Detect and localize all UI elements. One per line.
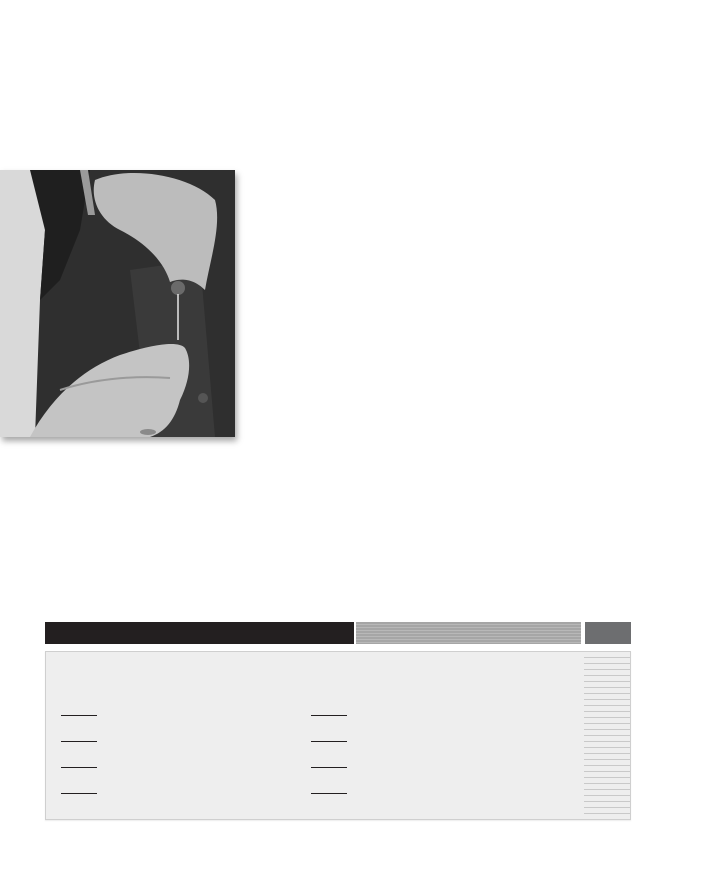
challenge-item xyxy=(311,757,368,768)
decorative-stripes xyxy=(584,652,630,819)
challenge-item xyxy=(61,783,118,794)
answer-blank[interactable] xyxy=(61,731,97,742)
challenge-item xyxy=(311,705,368,716)
challenge-banner xyxy=(356,622,581,644)
challenge-item xyxy=(61,731,118,742)
challenge-box xyxy=(45,651,631,820)
challenge-item xyxy=(311,783,368,794)
challenge-number-badge xyxy=(585,622,631,644)
challenge-item xyxy=(61,757,118,768)
sewing-photo-illustration xyxy=(0,170,235,437)
answer-blank[interactable] xyxy=(61,783,97,794)
sewing-photo xyxy=(0,170,235,437)
running-head xyxy=(44,43,64,63)
answer-blank[interactable] xyxy=(311,783,347,794)
answer-blank[interactable] xyxy=(61,757,97,768)
challenge-item xyxy=(311,731,368,742)
challenge-item xyxy=(61,705,118,716)
cerebral-challenge-header xyxy=(45,622,631,644)
answer-blank[interactable] xyxy=(311,757,347,768)
cerebral-banner xyxy=(45,622,354,644)
answer-blank[interactable] xyxy=(311,731,347,742)
answer-blank[interactable] xyxy=(311,705,347,716)
answer-blank[interactable] xyxy=(61,705,97,716)
